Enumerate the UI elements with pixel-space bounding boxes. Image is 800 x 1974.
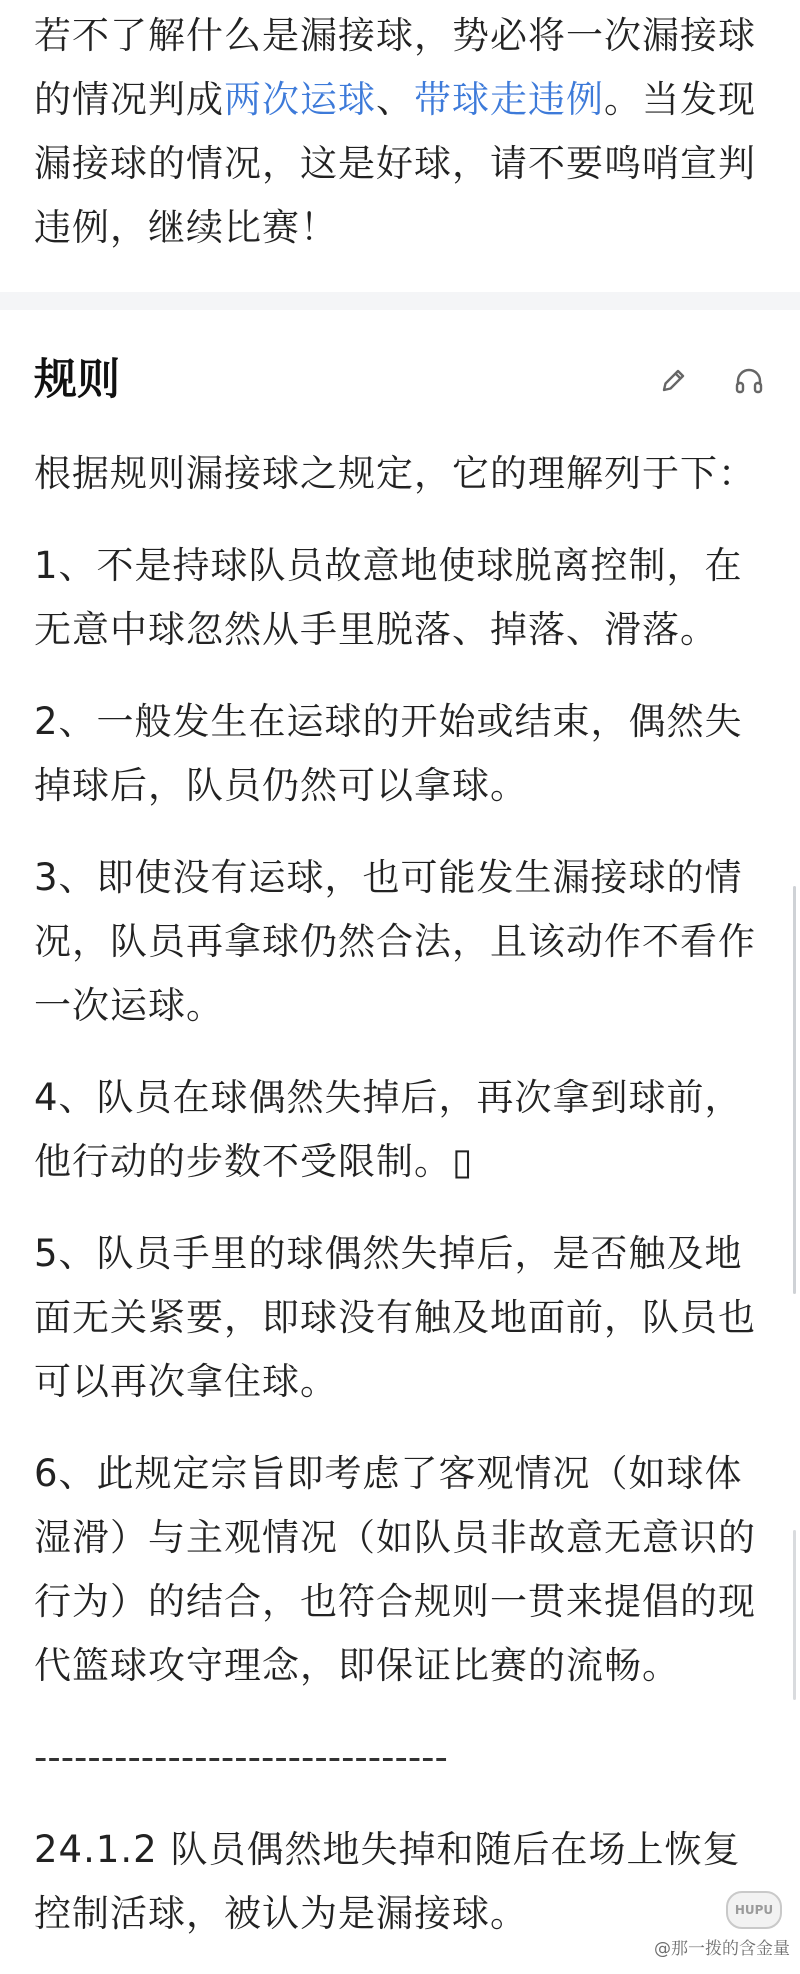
rules-section (0, 310, 800, 1967)
edit-pencil-icon[interactable] (656, 364, 690, 398)
link-double-dribble[interactable]: 两次运球 (224, 78, 376, 121)
watermark (540, 1891, 790, 1959)
rules-body (34, 442, 766, 1974)
rule-item-6: 6、此规定宗旨即考虑了客观情况（如球体湿滑）与主观情况（如队员非故意无意识的行为）的结合，也符合规则一贯来提倡的现代篮球攻守理念，即保证比赛的流畅。 (34, 1452, 756, 1687)
rule-item-4: 4、队员在球偶然失掉后，再次拿到球前，他行动的步数不受限制。▯ (34, 1076, 743, 1183)
intro-section (0, 0, 800, 292)
rule-item-3: 3、即使没有运球，也可能发生漏接球的情况，队员再拿球仍然合法，且该动作不看作一次运球。 (34, 856, 756, 1027)
headphones-icon[interactable] (732, 364, 766, 398)
section-title: 规则 (34, 355, 120, 405)
intro-text-after: 。当发现漏接球的情况，这是好球，请不要鸣哨宣判违例，继续比赛！ (34, 78, 756, 249)
intro-text-before: 若不了解什么是漏接球，势必将一次漏接球的情况判成 (34, 14, 756, 121)
intro-separator: 、 (376, 78, 414, 121)
rule-item-5: 5、队员手里的球偶然失掉后，是否触及地面无关紧要，即球没有触及地面前，队员也可以再次拿住球。 (34, 1232, 756, 1403)
scrollbar-track-segment (793, 1530, 796, 1700)
watermark-text: @那一拨的含金量 (654, 1939, 790, 1959)
intro-paragraph (34, 4, 766, 260)
rule-24-1-2: 24.1.2 队员偶然地失掉和随后在场上恢复控制活球，被认为是漏接球。 (34, 1828, 741, 1935)
section-divider (0, 292, 800, 310)
scrollbar-thumb[interactable] (793, 886, 796, 1294)
hupu-logo: HUPU (726, 1891, 782, 1929)
rule-item-1: 1、不是持球队员故意地使球脱离控制，在无意中球忽然从手里脱落、掉落、滑落。 (34, 544, 743, 651)
rules-header (34, 350, 774, 410)
dashed-divider: ------------------------------- (34, 1736, 448, 1779)
rules-lead: 根据规则漏接球之规定，它的理解列于下： (34, 452, 756, 495)
link-traveling-violation[interactable]: 带球走违例 (414, 78, 604, 121)
rule-item-2: 2、一般发生在运球的开始或结束，偶然失掉球后，队员仍然可以拿球。 (34, 700, 743, 807)
